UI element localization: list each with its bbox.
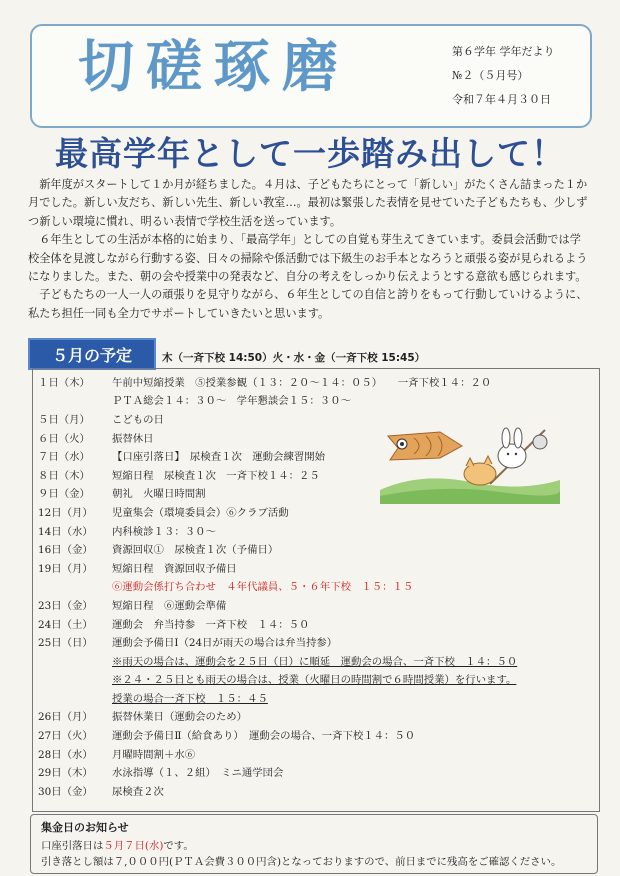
schedule-event: ＰＴＡ総会１４：３０〜 学年懇談会１５：３０〜 — [112, 395, 351, 408]
intro-paragraph-1: 新年度がスタートして１か月が経ちました。４月は、子どもたちにとって「新しい」がたくさん詰まった１か月でした。新しい友だち、新しい先生、新しい教室…。最初は緊張した表情を見せていた子どもたちも、少しずつ新しい環境に慣れ、明るい表情で学校生活を送っています。 — [28, 178, 588, 228]
intro-text — [28, 176, 592, 323]
schedule-day: 28日（水） — [38, 748, 93, 761]
schedule-day: 23日（金） — [38, 599, 93, 612]
schedule-day: 12日（月） — [38, 506, 93, 519]
issue-date: 令和７年４月３０日 — [452, 93, 551, 106]
issue-number: №２（５月号） — [452, 69, 529, 82]
schedule-row — [38, 632, 598, 651]
headline: 最高学年として一歩踏み出して！ — [55, 134, 565, 173]
schedule-event: 朝礼 火曜日時間割 — [112, 488, 206, 501]
grade-label: 第６学年 学年だより — [452, 45, 555, 58]
schedule-row — [38, 539, 598, 558]
schedule-title: ５月の予定 — [28, 338, 156, 370]
schedule-day: 16日（金） — [38, 544, 93, 557]
schedule-row — [38, 577, 598, 596]
newsletter-title: 切磋琢磨 — [78, 35, 350, 100]
schedule-event: 尿検査２次 — [112, 785, 164, 798]
schedule-row — [38, 781, 598, 800]
notice-line-2: 引き落とし額は７,０００円(ＰＴＡ会費３００円含)となっておりますので、前日までに残高をご確認ください。 — [41, 856, 562, 868]
schedule-event: ※２４・２５日とも雨天の場合は、授業（火曜日の時間割で６時間授業）を行います。 — [112, 674, 517, 687]
schedule-event: 短縮日程 尿検査１次 一斉下校１４：２５ — [112, 469, 320, 482]
schedule-row — [38, 558, 598, 577]
schedule-event: 振替休日 — [112, 432, 154, 445]
intro-paragraph-2: ６年生としての生活が本格的に始まり、「最高学年」としての自覚も芽生えてきています。委員会活動では学校全体を見渡しながら行動する姿、日々の掃除や係活動では下級生のお手本となろうと頑張る姿が見られるようになりました。また、朝の会や授業中の発表など、自分の考えをしっかり伝えようとする意欲も感じられます。 — [28, 233, 588, 284]
schedule-day: １日（木） — [38, 376, 90, 389]
schedule-row — [38, 614, 598, 633]
schedule-row — [38, 744, 598, 763]
schedule-event: 水泳指導（１、２組） ミニ通学団会 — [112, 767, 284, 780]
schedule-event: 運動会予備日Ⅰ（24日が雨天の場合は弁当持参） — [112, 637, 338, 650]
schedule-event: ※雨天の場合は、運動会を２５日（日）に順延 運動会の場合、一斉下校 １４：５０ — [112, 655, 518, 668]
schedule-day: 14日（水） — [38, 525, 93, 538]
schedule-event: 資源回収① 尿検査１次（予備日） — [112, 544, 279, 557]
schedule-day: 30日（金） — [38, 785, 93, 798]
schedule-row — [38, 502, 598, 521]
schedule-day: 29日（木） — [38, 767, 93, 780]
notice-line-1 — [41, 837, 194, 852]
schedule-day: ８日（木） — [38, 469, 90, 482]
schedule-event: こどもの日 — [112, 413, 164, 426]
schedule-event: 内科検診１３：３０〜 — [112, 525, 216, 538]
schedule-row — [38, 595, 598, 614]
payment-notice — [30, 814, 598, 874]
schedule-event: 授業の場合一斉下校 １５：４５ — [112, 692, 268, 705]
schedule-row — [38, 391, 598, 410]
intro-paragraph-3: 子どもたちの一人一人の頑張りを見守りながら、６年生としての自信と誇りをもって行動していけるように、私たち担任一同も全力でサポートしていきたいと思います。 — [28, 288, 588, 320]
schedule-row — [38, 688, 598, 707]
koinobori-illustration-icon — [380, 412, 560, 504]
notice-text: 口座引落日は — [41, 840, 104, 852]
schedule-day: ５日（月） — [38, 413, 90, 426]
schedule-row — [38, 707, 598, 726]
schedule-day: 25日（日） — [38, 637, 93, 650]
schedule-event: 短縮日程 ⑥運動会準備 — [112, 599, 227, 612]
schedule-event: ⑥運動会係打ち合わせ ４年代議員、５・６年下校 １５：１５ — [112, 581, 414, 594]
dismissal-times: 木（一斉下校 14:50）火・水・金（一斉下校 15:45） — [162, 352, 426, 364]
schedule-day: ７日（水） — [38, 451, 90, 464]
schedule-row — [38, 762, 598, 781]
schedule-event: 児童集会（環境委員会）⑥クラブ活動 — [112, 506, 289, 519]
schedule-day: 27日（火） — [38, 730, 93, 743]
schedule-event: 午前中短縮授業 ⑤授業参観（１３：２０〜１４：０５） 一斉下校１４：２０ — [112, 376, 492, 389]
schedule-event: 短縮日程 資源回収予備日 — [112, 562, 237, 575]
schedule-event: 運動会 弁当持参 一斉下校 １４：５０ — [112, 618, 310, 631]
schedule-row — [38, 651, 598, 670]
schedule-row — [38, 725, 598, 744]
schedule-event: 【口座引落日】 尿検査１次 運動会練習開始 — [112, 451, 326, 464]
schedule-day: ９日（金） — [38, 488, 90, 501]
schedule-day: 19日（月） — [38, 562, 93, 575]
notice-title: 集金日のお知らせ — [41, 821, 129, 834]
notice-date: ５月７日(水) — [103, 840, 164, 852]
notice-text-end: です。 — [163, 840, 194, 852]
schedule-day: 24日（土） — [38, 618, 93, 631]
schedule-row — [38, 372, 598, 391]
schedule-day: ６日（火） — [38, 432, 90, 445]
schedule-event: 運動会予備日Ⅱ（給食あり） 運動会の場合、一斉下校１４：５０ — [112, 730, 416, 743]
schedule-row — [38, 670, 598, 689]
schedule-event: 月曜時間割＋水⑥ — [112, 748, 196, 761]
schedule-event: 振替休業日（運動会のため） — [112, 711, 248, 724]
schedule-row — [38, 521, 598, 540]
header-meta — [452, 40, 555, 112]
schedule-day: 26日（月） — [38, 711, 93, 724]
